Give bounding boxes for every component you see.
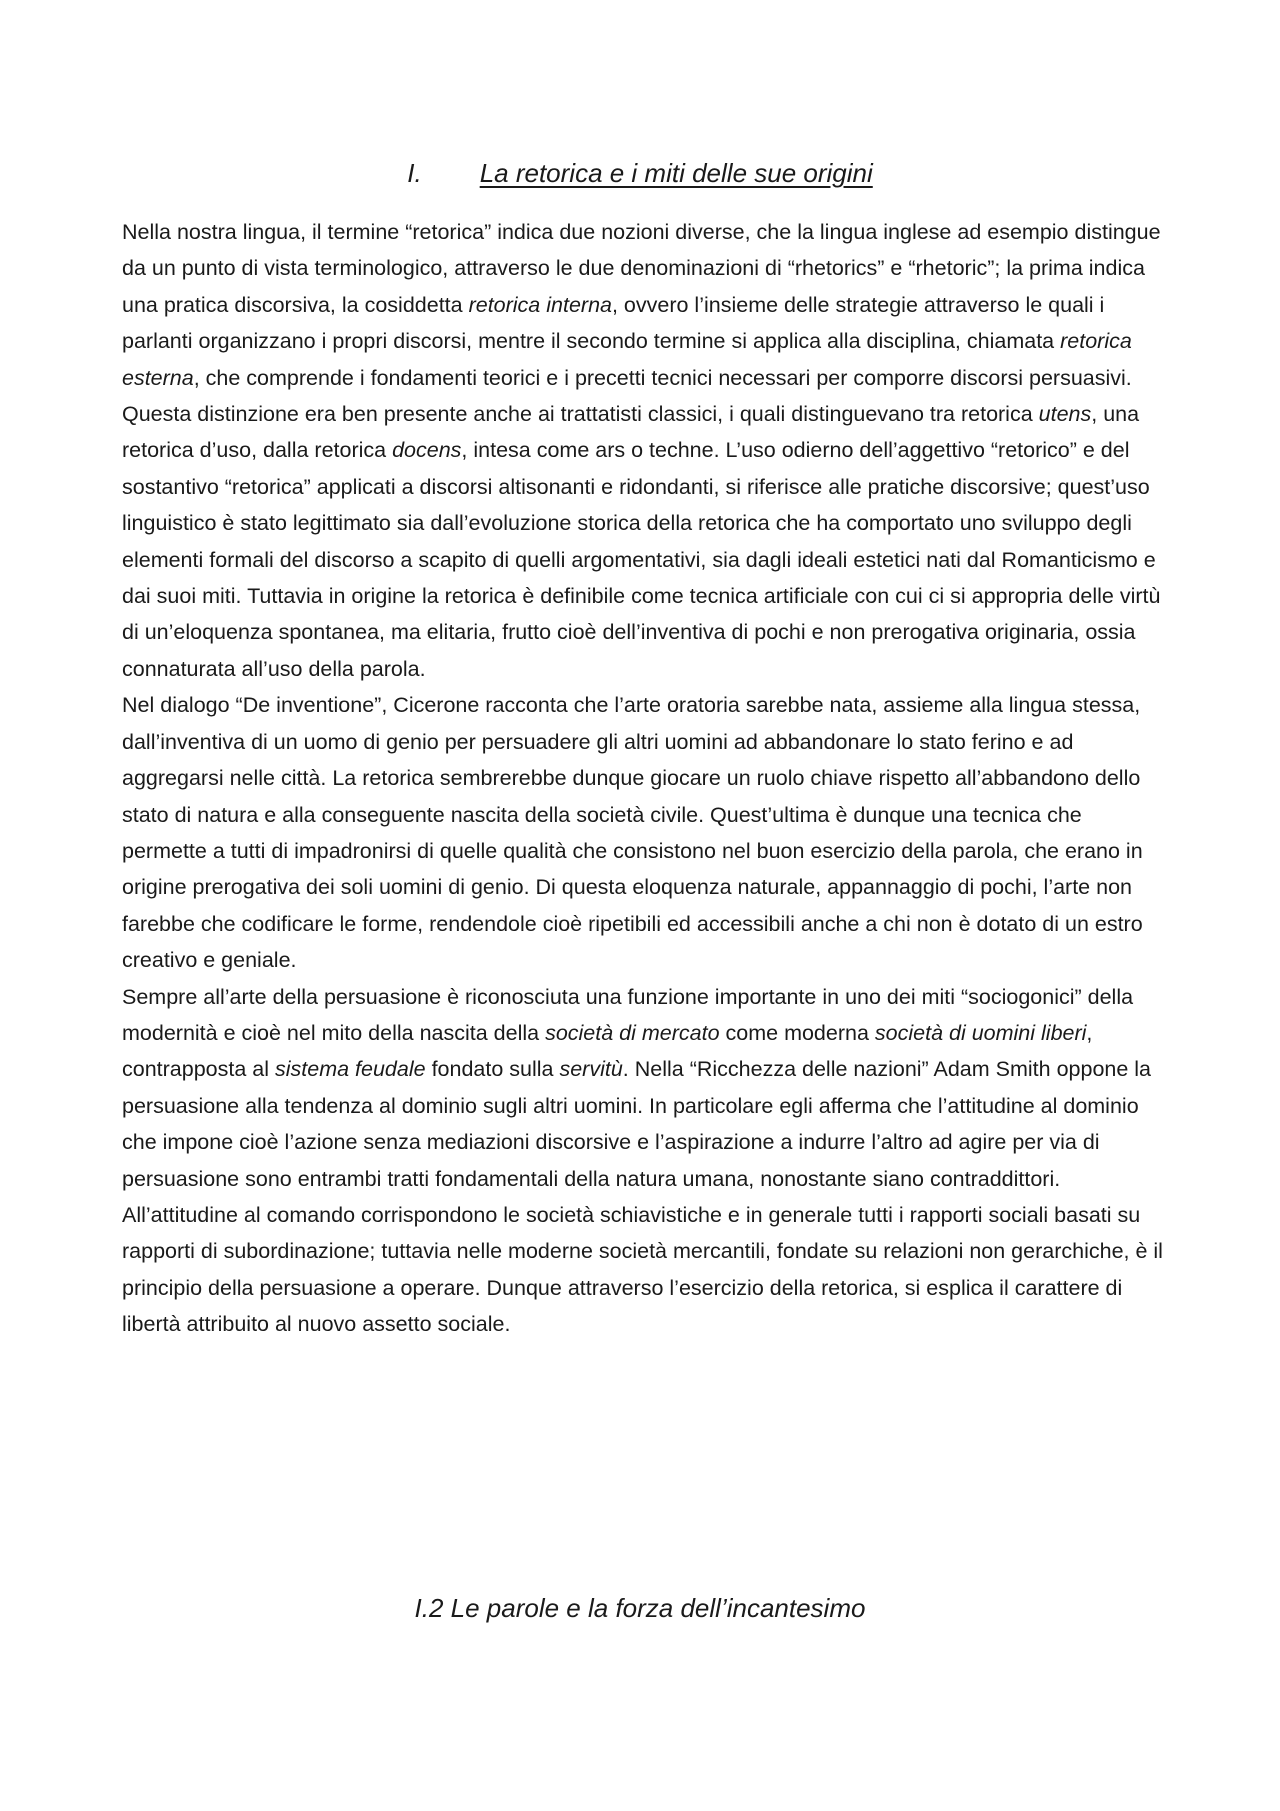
text-run: fondato sulla: [425, 1057, 560, 1082]
section-heading: I.2 Le parole e la forza dell’incantesimo: [414, 1593, 866, 1623]
text-run: , ovvero l’insieme delle strategie attraverso le quali i parlanti organizzano i propri discorsi, mentre il secondo termine si applica alla disciplina, chiamata: [122, 292, 1105, 354]
italic-term: sistema feudale: [275, 1057, 426, 1082]
italic-term: retorica interna: [468, 292, 612, 317]
chapter-heading: [0, 155, 1280, 191]
text-run: Nel dialogo “De inventione”, Cicerone racconta che l’arte oratoria sarebbe nata, assieme alla lingua stessa, dall’inventiva di un uomo di genio per persuadere gli altri uomini ad abbandonare lo stato ferino e ad aggregarsi nelle città. La retorica sembrerebbe dunque giocare un ruolo chiave rispetto all’abbandono dello stato di natura e alla conseguente nascita della società civile. Quest’ultima è dunque una tecnica che permette a tutti di impadronirsi di quelle qualità che consistono nel buon esercizio della parola, che erano in origine prerogativa dei soli uomini di genio. Di questa eloquenza naturale, appannaggio di pochi, l’arte non farebbe che codificare le forme, rendendole cioè ripetibili ed accessibili anche a chi non è dotato di un estro creativo e geniale.: [122, 693, 1143, 973]
body-text: [122, 214, 1172, 1343]
text-run: , che comprende i fondamenti teorici e i precetti tecnici necessari per comporre discorsi persuasivi. Questa distinzione era ben presente anche ai trattatisti classici, i quali distinguevano tra retorica: [122, 365, 1132, 427]
text-run: . Nella “Ricchezza delle nazioni” Adam Smith oppone la persuasione alla tendenza al dominio sugli altri uomini. In particolare egli afferma che l’attitudine al dominio che impone cioè l’azione senza mediazioni discorsive e l’aspirazione a indurre l’altro ad agire per via di persuasione sono entrambi tratti fondamentali della natura umana, nonostante siano contraddittori. All’attitudine al comando corrispondono le società schiavistiche e in generale tutti i rapporti sociali basati su rapporti di subordinazione; tuttavia nelle moderne società mercantili, fondate su relazioni non gerarchiche, è il principio della persuasione a operare. Dunque attraverso l’esercizio della retorica, si esplica il carattere di libertà attribuito al nuovo assetto sociale.: [122, 1057, 1163, 1337]
text-run: , intesa come ars o techne. L’uso odierno dell’aggettivo “retorico” e del sostantivo “retorica” applicati a discorsi altisonanti e ridondanti, si riferisce alle pratiche discorsive; quest’uso linguistico è stato legittimato sia dall’evoluzione storica della retorica che ha comportato uno sviluppo degli elementi formali del discorso a scapito di quelli argomentativi, sia dagli ideali estetici nati dal Romanticismo e dai suoi miti. Tuttavia in origine la retorica è definibile come tecnica artificiale con cui ci si appropria delle virtù di un’eloquenza spontanea, ma elitaria, frutto cioè dell’inventiva di pochi e non prerogativa originaria, ossia connaturata all’uso della parola.: [122, 438, 1161, 681]
text-run: , contrapposta al: [122, 1020, 1093, 1082]
italic-term: società di mercato: [545, 1020, 720, 1045]
italic-term: docens: [392, 438, 462, 463]
italic-term: servitù: [559, 1057, 623, 1082]
italic-term: retorica esterna: [122, 329, 1132, 390]
chapter-number: I.: [407, 158, 422, 188]
text-run: come moderna: [719, 1020, 875, 1045]
paragraph-1: [122, 214, 1172, 687]
text-run: Sempre all’arte della persuasione è riconosciuta una funzione importante in uno dei miti “sociogonici” della modernità e cioè nel mito della nascita della: [122, 984, 1134, 1045]
text-run: Nella nostra lingua, il termine “retorica” indica due nozioni diverse, che la lingua inglese ad esempio distingue da un punto di vista terminologico, attraverso le due denominazioni di “rhetorics” e “rhetoric”; la prima indica una pratica discorsiva, la cosiddetta: [122, 220, 1161, 317]
italic-term: utens: [1038, 402, 1092, 427]
chapter-title: La retorica e i miti delle sue origini: [479, 158, 873, 188]
text-run: , una retorica d’uso, dalla retorica: [122, 402, 1140, 463]
paragraph-2: [122, 687, 1172, 978]
paragraph-3: [122, 979, 1172, 1343]
italic-term: società di uomini liberi: [874, 1020, 1087, 1045]
